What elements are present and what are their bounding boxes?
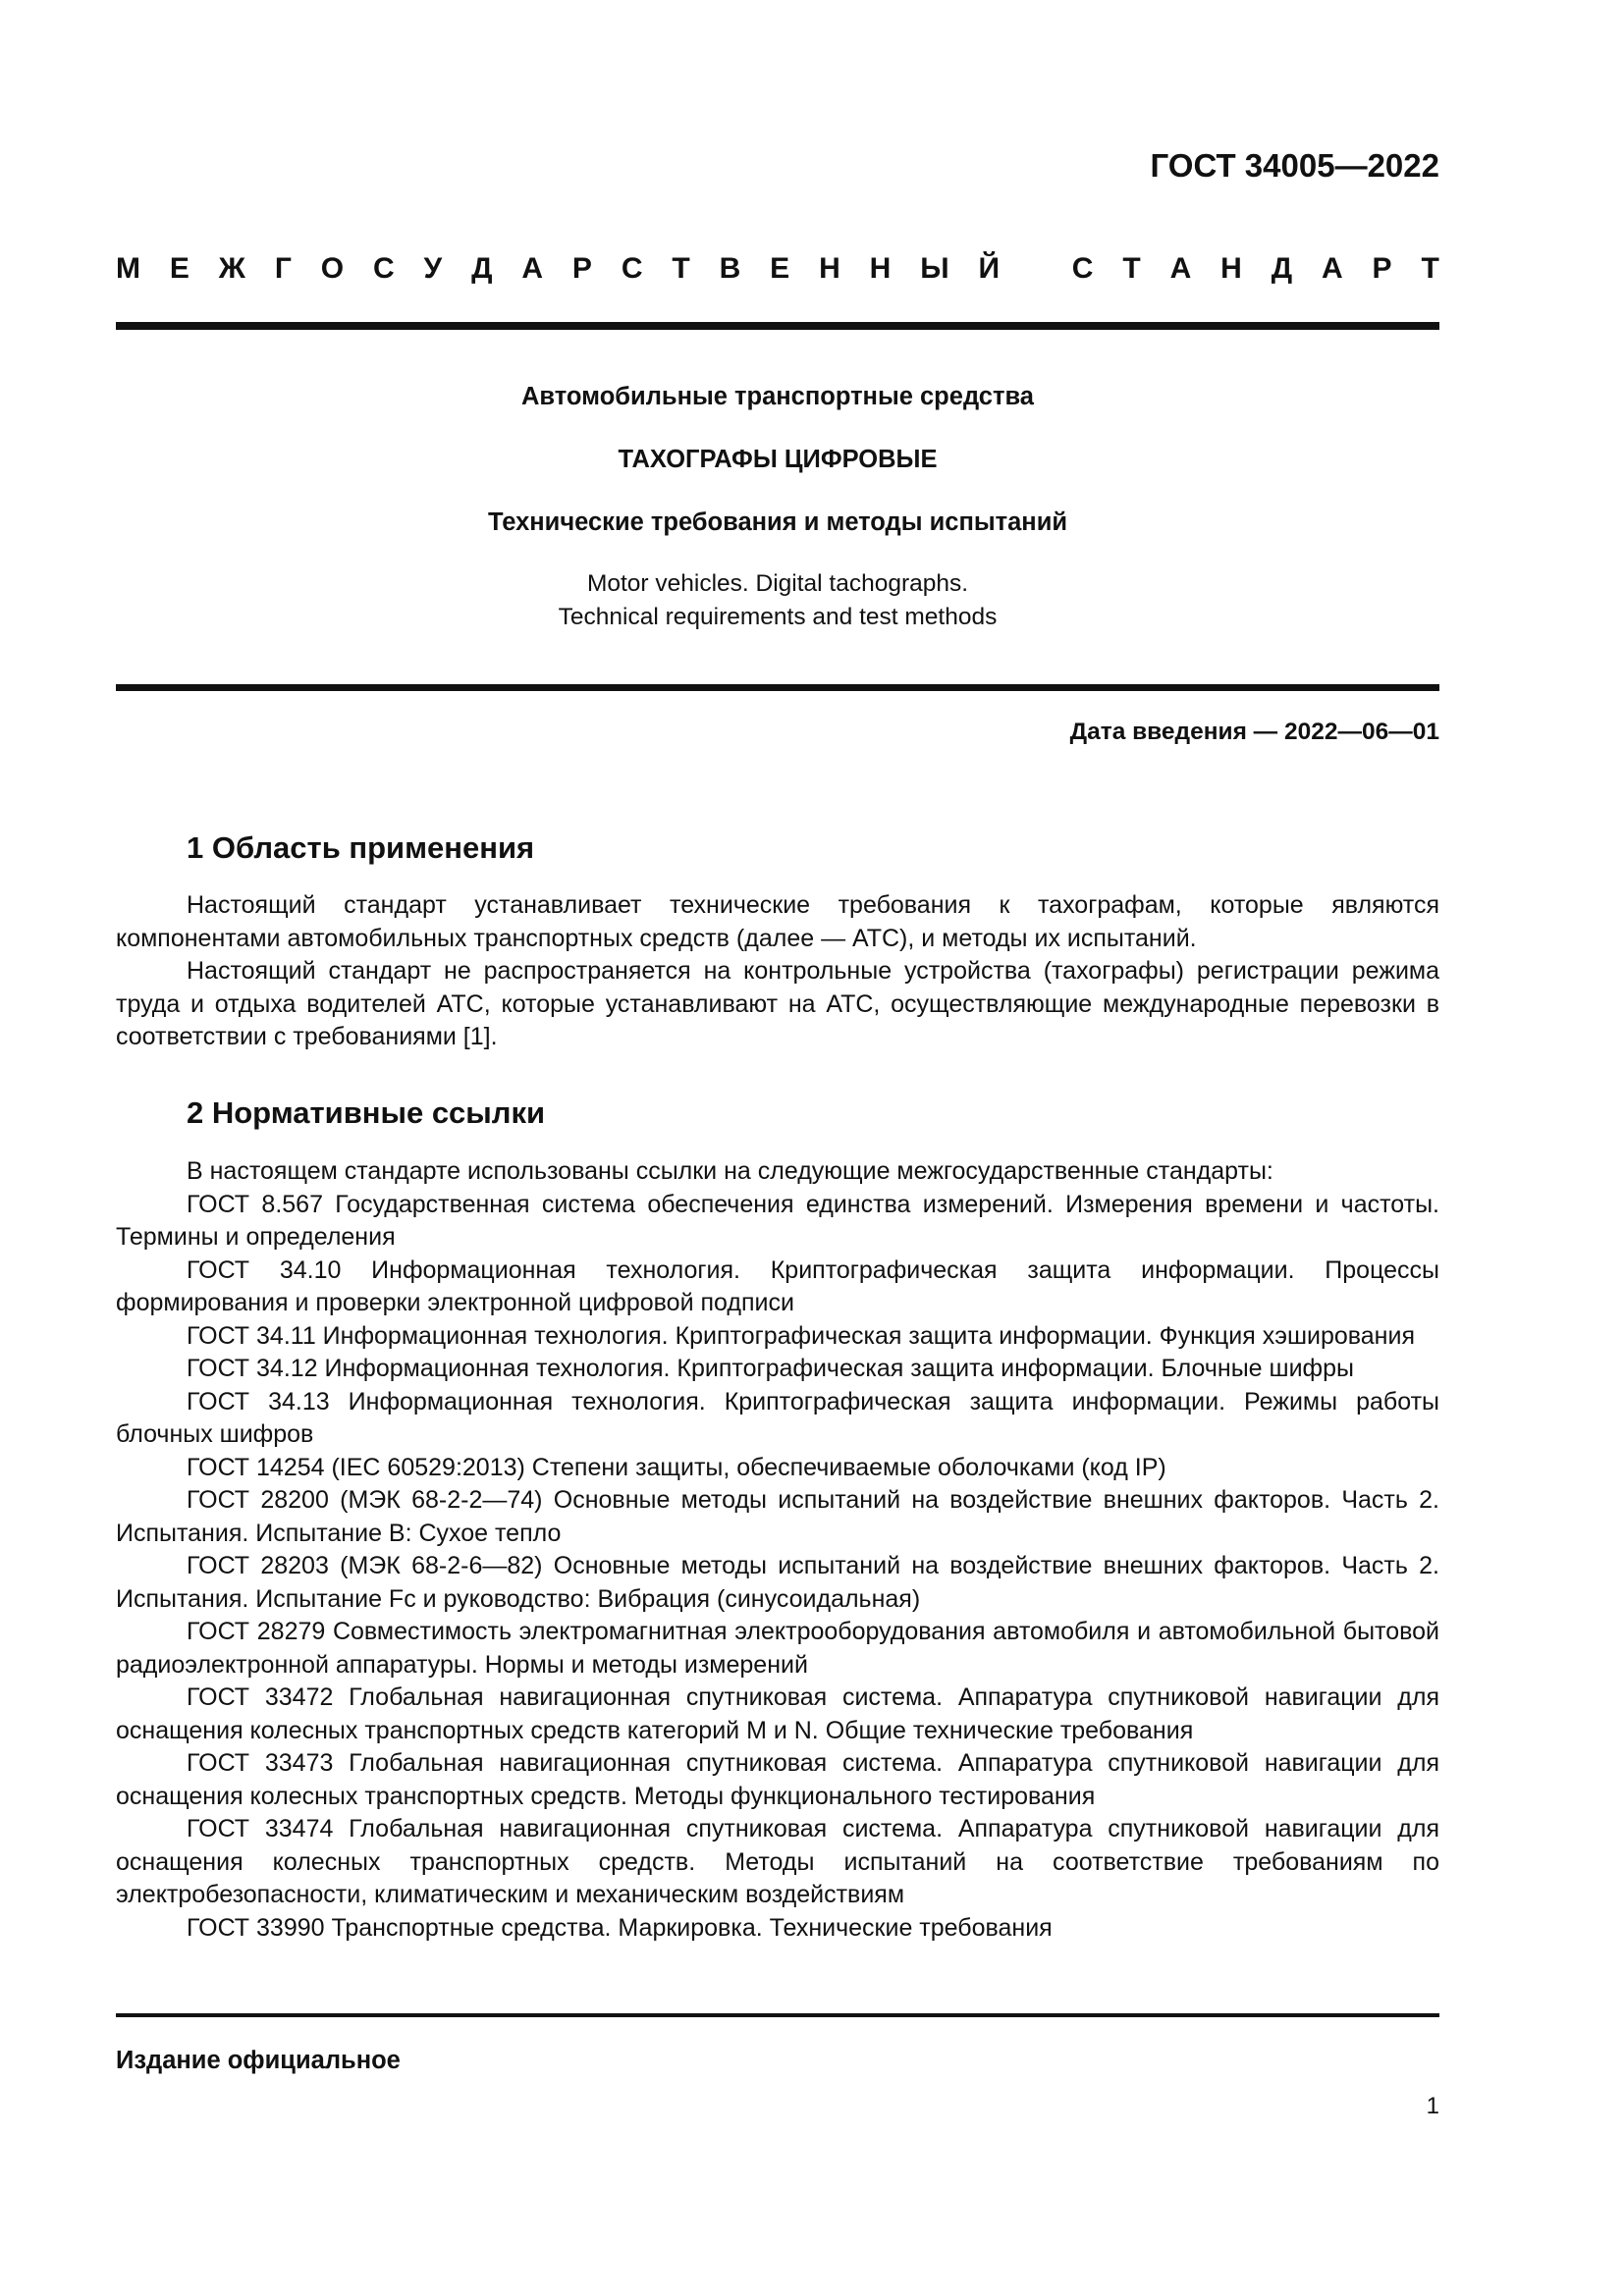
banner-letter: Й: [978, 252, 1001, 285]
section-2-body: [116, 1155, 1439, 1945]
reference-item: ГОСТ 34.13 Информационная технология. Криптографическая защита информации. Режимы работы блочных шифров: [116, 1387, 1439, 1448]
footer-rule: [116, 2013, 1439, 2017]
reference-item: ГОСТ 34.11 Информационная технология. Криптографическая защита информации. Функция хэширования: [187, 1321, 1415, 1350]
banner-letter: О: [320, 252, 345, 285]
section-1-heading: 1 Область применения: [187, 830, 535, 865]
paragraph: Настоящий стандарт устанавливает технические требования к тахографам, которые являются компонентами автомобильных транспортных средств (далее — АТС), и методы их испытаний.: [116, 891, 1439, 952]
banner-letter: У: [423, 252, 443, 285]
page-number: 1: [1426, 2093, 1439, 2119]
banner-letter: А: [1169, 252, 1192, 285]
header-rule: [116, 322, 1439, 330]
banner-letter: Н: [819, 252, 840, 285]
banner-letter: Д: [471, 252, 493, 285]
banner-letter: С: [621, 252, 643, 285]
introduction-date: Дата введения — 2022—06—01: [1069, 719, 1439, 745]
banner-letter: Д: [1271, 252, 1293, 285]
banner-letter: Р: [571, 252, 592, 285]
paragraph: В настоящем стандарте использованы ссылки на следующие межгосударственные стандарты:: [187, 1157, 1273, 1185]
banner-letter: Н: [869, 252, 892, 285]
title-line-3: Технические требования и методы испытаний: [487, 508, 1068, 536]
banner-letter: Т: [1122, 252, 1141, 285]
banner-letter: С: [1071, 252, 1094, 285]
reference-item: ГОСТ 33473 Глобальная навигационная спутниковая система. Аппаратура спутниковой навигации для оснащения колесных транспортных средств. Методы функционального тестирования: [116, 1749, 1439, 1810]
banner-letter: Т: [672, 252, 690, 285]
title-line-1: Автомобильные транспортные средства: [521, 383, 1034, 410]
banner-letter: Т: [1421, 252, 1439, 285]
reference-item: ГОСТ 33474 Глобальная навигационная спутниковая система. Аппаратура спутниковой навигации для оснащения колесных транспортных средств. Методы испытаний на соответствие требованиям по электробезопасности, климатическим и механическим воздействиям: [116, 1815, 1439, 1908]
reference-item: ГОСТ 34.12 Информационная технология. Криптографическая защита информации. Блочные шифры: [187, 1355, 1354, 1382]
official-edition-label: Издание официальное: [116, 2047, 401, 2074]
reference-item: ГОСТ 28279 Совместимость электромагнитная электрооборудования автомобиля и автомобильной бытовой радиоэлектронной аппаратуры. Нормы и методы измерений: [116, 1618, 1439, 1679]
reference-item: ГОСТ 8.567 Государственная система обеспечения единства измерений. Измерения времени и частоты. Термины и определения: [116, 1190, 1439, 1251]
paragraph: Настоящий стандарт не распространяется на контрольные устройства (тахографы) регистрации режима труда и отдыха водителей АТС, которые устанавливают на АТС, осуществляющие международные перевозки в соответствии с требованиями [1].: [116, 957, 1439, 1050]
banner-letter: Р: [1372, 252, 1392, 285]
reference-item: ГОСТ 28203 (МЭК 68-2-6—82) Основные методы испытаний на воздействие внешних факторов. Часть 2. Испытания. Испытание Fc и руководство: Вибрация (синусоидальная): [116, 1552, 1439, 1613]
english-title-line-2: Technical requirements and test methods: [558, 604, 998, 630]
reference-item: ГОСТ 33472 Глобальная навигационная спутниковая система. Аппаратура спутниковой навигации для оснащения колесных транспортных средств категорий М и N. Общие технические требования: [116, 1683, 1439, 1744]
banner-letter: Ж: [218, 252, 245, 285]
reference-item: ГОСТ 33990 Транспортные средства. Маркировка. Технические требования: [187, 1913, 1053, 1942]
title-rule: [116, 684, 1439, 691]
banner-letter: М: [116, 252, 140, 285]
banner-letter: Е: [169, 252, 189, 285]
banner-letter: Е: [770, 252, 790, 285]
section-1-body: [116, 889, 1439, 1054]
reference-item: ГОСТ 28200 (МЭК 68-2-2—74) Основные методы испытаний на воздействие внешних факторов. Часть 2. Испытания. Испытание В: Сухое тепло: [116, 1486, 1439, 1547]
reference-item: ГОСТ 34.10 Информационная технология. Криптографическая защита информации. Процессы формирования и проверки электронной цифровой подписи: [116, 1255, 1439, 1316]
interstate-standard-banner: [116, 251, 1439, 287]
english-title-line-1: Motor vehicles. Digital tachographs.: [586, 570, 969, 597]
banner-letter: А: [1321, 252, 1343, 285]
banner-letter: С: [372, 252, 395, 285]
gost-number: ГОСТ 34005—2022: [1150, 147, 1439, 184]
reference-item: ГОСТ 14254 (IEC 60529:2013) Степени защиты, обеспечиваемые оболочками (код IP): [187, 1453, 1166, 1481]
banner-letter: Г: [274, 252, 292, 285]
banner-letter: В: [719, 252, 741, 285]
title-line-2: ТАХОГРАФЫ ЦИФРОВЫЕ: [618, 446, 938, 473]
banner-letter: А: [521, 252, 544, 285]
section-2-heading: 2 Нормативные ссылки: [187, 1095, 546, 1130]
banner-letter: Н: [1220, 252, 1242, 285]
banner-letter: Ы: [920, 252, 949, 285]
